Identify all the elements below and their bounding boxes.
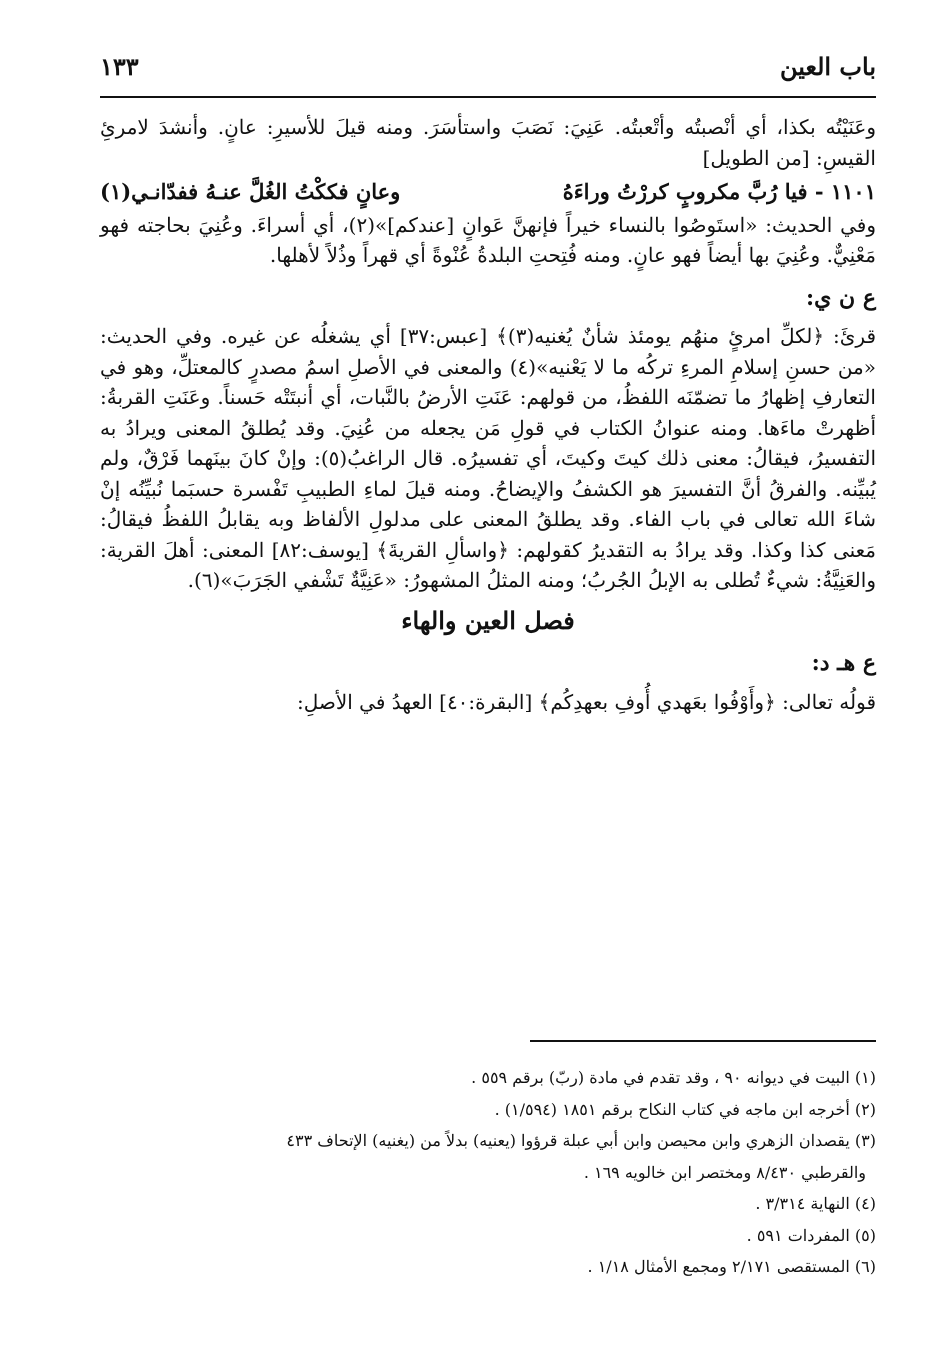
footnote-1: (١) البيت في ديوانه ٩٠ ، وقد تقدم في مادة (ربّ) برقم ٥٥٩ .	[471, 1068, 876, 1087]
footnote-5: (٥) المفردات ٥٩١ .	[746, 1225, 876, 1245]
poetry-verse	[100, 177, 876, 208]
paragraph-1: وعَنَيْتُه بكذا، أي أنْصبتُه وأتْعبتُه. عَنِيَ: نَصَبَ واستأسَرَ. ومنه قيلَ للأسيرِ: عانٍ. وأنشدَ لامرئِ القيسِ: [من الطويل]	[100, 115, 876, 170]
paragraph-3: قرئَ: ﴿لكلِّ امرئٍ منهُم يومئذ شأنٌ يُغنيه(٣)﴾ [عبس:٣٧] أي يشغلُه عن غيره. وفي الحديث: «من حسنِ إسلامِ المرءِ تركُه ما لا يَعْنيه»(٤) والمعنى في الأصلِ اسمُ مصدرٍ كالمعتلِّ، وهو في التعارفِ إظهارُ ما تضمّنَه اللفظُ، من قولهم: عَنَتِ الأرضُ بالنَّبات، أي أنبتَتْه حَسناً. وعَنَتِ القربةُ: أظهرتْ ماءَها. ومنه عنوانُ الكتاب في قولِ مَن يجعله من عُنِيَ. وقد يُطلقُ المعنى ويرادُ به التفسيرُ، فيقالُ: معنى ذلك كيتَ وكيتَ، أي تفسيرُه. قال الراغبُ(٥): وإنْ كانَ بينَهما فَرْقٌ، ولم يُبيِّنه. والفرقُ أنَّ التفسيرَ هو الكشفُ والإيضاحُ. ومنه قيلَ لماءِ الطبيبِ تَفْسرة حسبَما نُبيِّنُه إنْ شاءَ الله تعالى في باب الفاء. وقد يطلقُ المعنى على مدلولِ الألفاظ وبه يقابلُ اللفظُ فيقالُ: مَعنى كذا وكذا. وقد يرادُ به التقديرُ كقولهم: ﴿واسألِ القريةَ﴾ [يوسف:٨٢] المعنى: أهلَ القرية: والعَنِيَّةُ: شيءٌ تُطلى به الإبلُ الجُربُ؛ ومنه المثلُ المشهورُ: «عَنِيَّةٌ تَشْفي الجَرَبَ»(٦).	[100, 324, 877, 592]
section-title: فصل العين والهاء	[401, 605, 575, 635]
footnote-4: (٤) النهاية ٣/٣١٤ .	[755, 1194, 876, 1213]
footnote-6: (٦) المستقصى ٢/١٧١ ومجمع الأمثال ١/١٨ .	[587, 1257, 876, 1276]
root-heading-ayn-ha-dal: ع هـ د:	[811, 650, 876, 676]
paragraph-2: وفي الحديث: «استَوصُوا بالنساء خيراً فإنهنَّ عَوانٍ [عندكم]»(٢)، أي أسراءَ. وعُنِيَ بحاجته فهو مَعْنِيٌّ. وعُنِيَ بها أيضاً فهو عانٍ. ومنه فُتِحتِ البلدةُ عُنْوةً أي قهراً وذُلاً لأهلها.	[100, 212, 877, 267]
header-divider	[100, 96, 876, 98]
root-heading-ayn-nun-ya: ع ن ي:	[806, 284, 876, 311]
main-text	[100, 112, 876, 717]
footnotes	[100, 1062, 876, 1283]
paragraph-4: قولُه تعالى: ﴿وأَوْفُوا بعَهدي أُوفِ بعهدِكُم﴾ [البقرة:٤٠] العهدُ في الأصلِ:	[296, 689, 876, 714]
verse-number: ١١٠١ -	[814, 179, 876, 204]
footnote-3-continued: والقرطبي ٨/٤٣٠ ومختصر ابن خالويه ١٦٩ .	[583, 1162, 866, 1182]
chapter-heading: باب العين	[779, 52, 876, 81]
verse-first-text: فيا رُبَّ مكروبٍ كررْتُ وراءَهُ	[562, 179, 808, 204]
page-header	[100, 52, 876, 81]
verse-first-hemistich	[563, 177, 876, 208]
verse-second-hemistich: وعانٍ فككْتُ الغُلَّ عنـهُ ففدّانـي(١)	[100, 179, 401, 204]
page-number: ١٣٣	[100, 52, 139, 81]
footnote-divider	[530, 1040, 876, 1042]
footnote-3: (٣) يقصدان الزهري وابن محيصن وابن أبي عبلة قرؤوا (يعنيه) بدلاً من (يغنيه) الإتحاف ٤٣٣	[286, 1131, 876, 1150]
footnote-2: (٢) أخرجه ابن ماجه في كتاب النكاح برقم ١٨٥١ (١/٥٩٤) .	[494, 1099, 876, 1119]
